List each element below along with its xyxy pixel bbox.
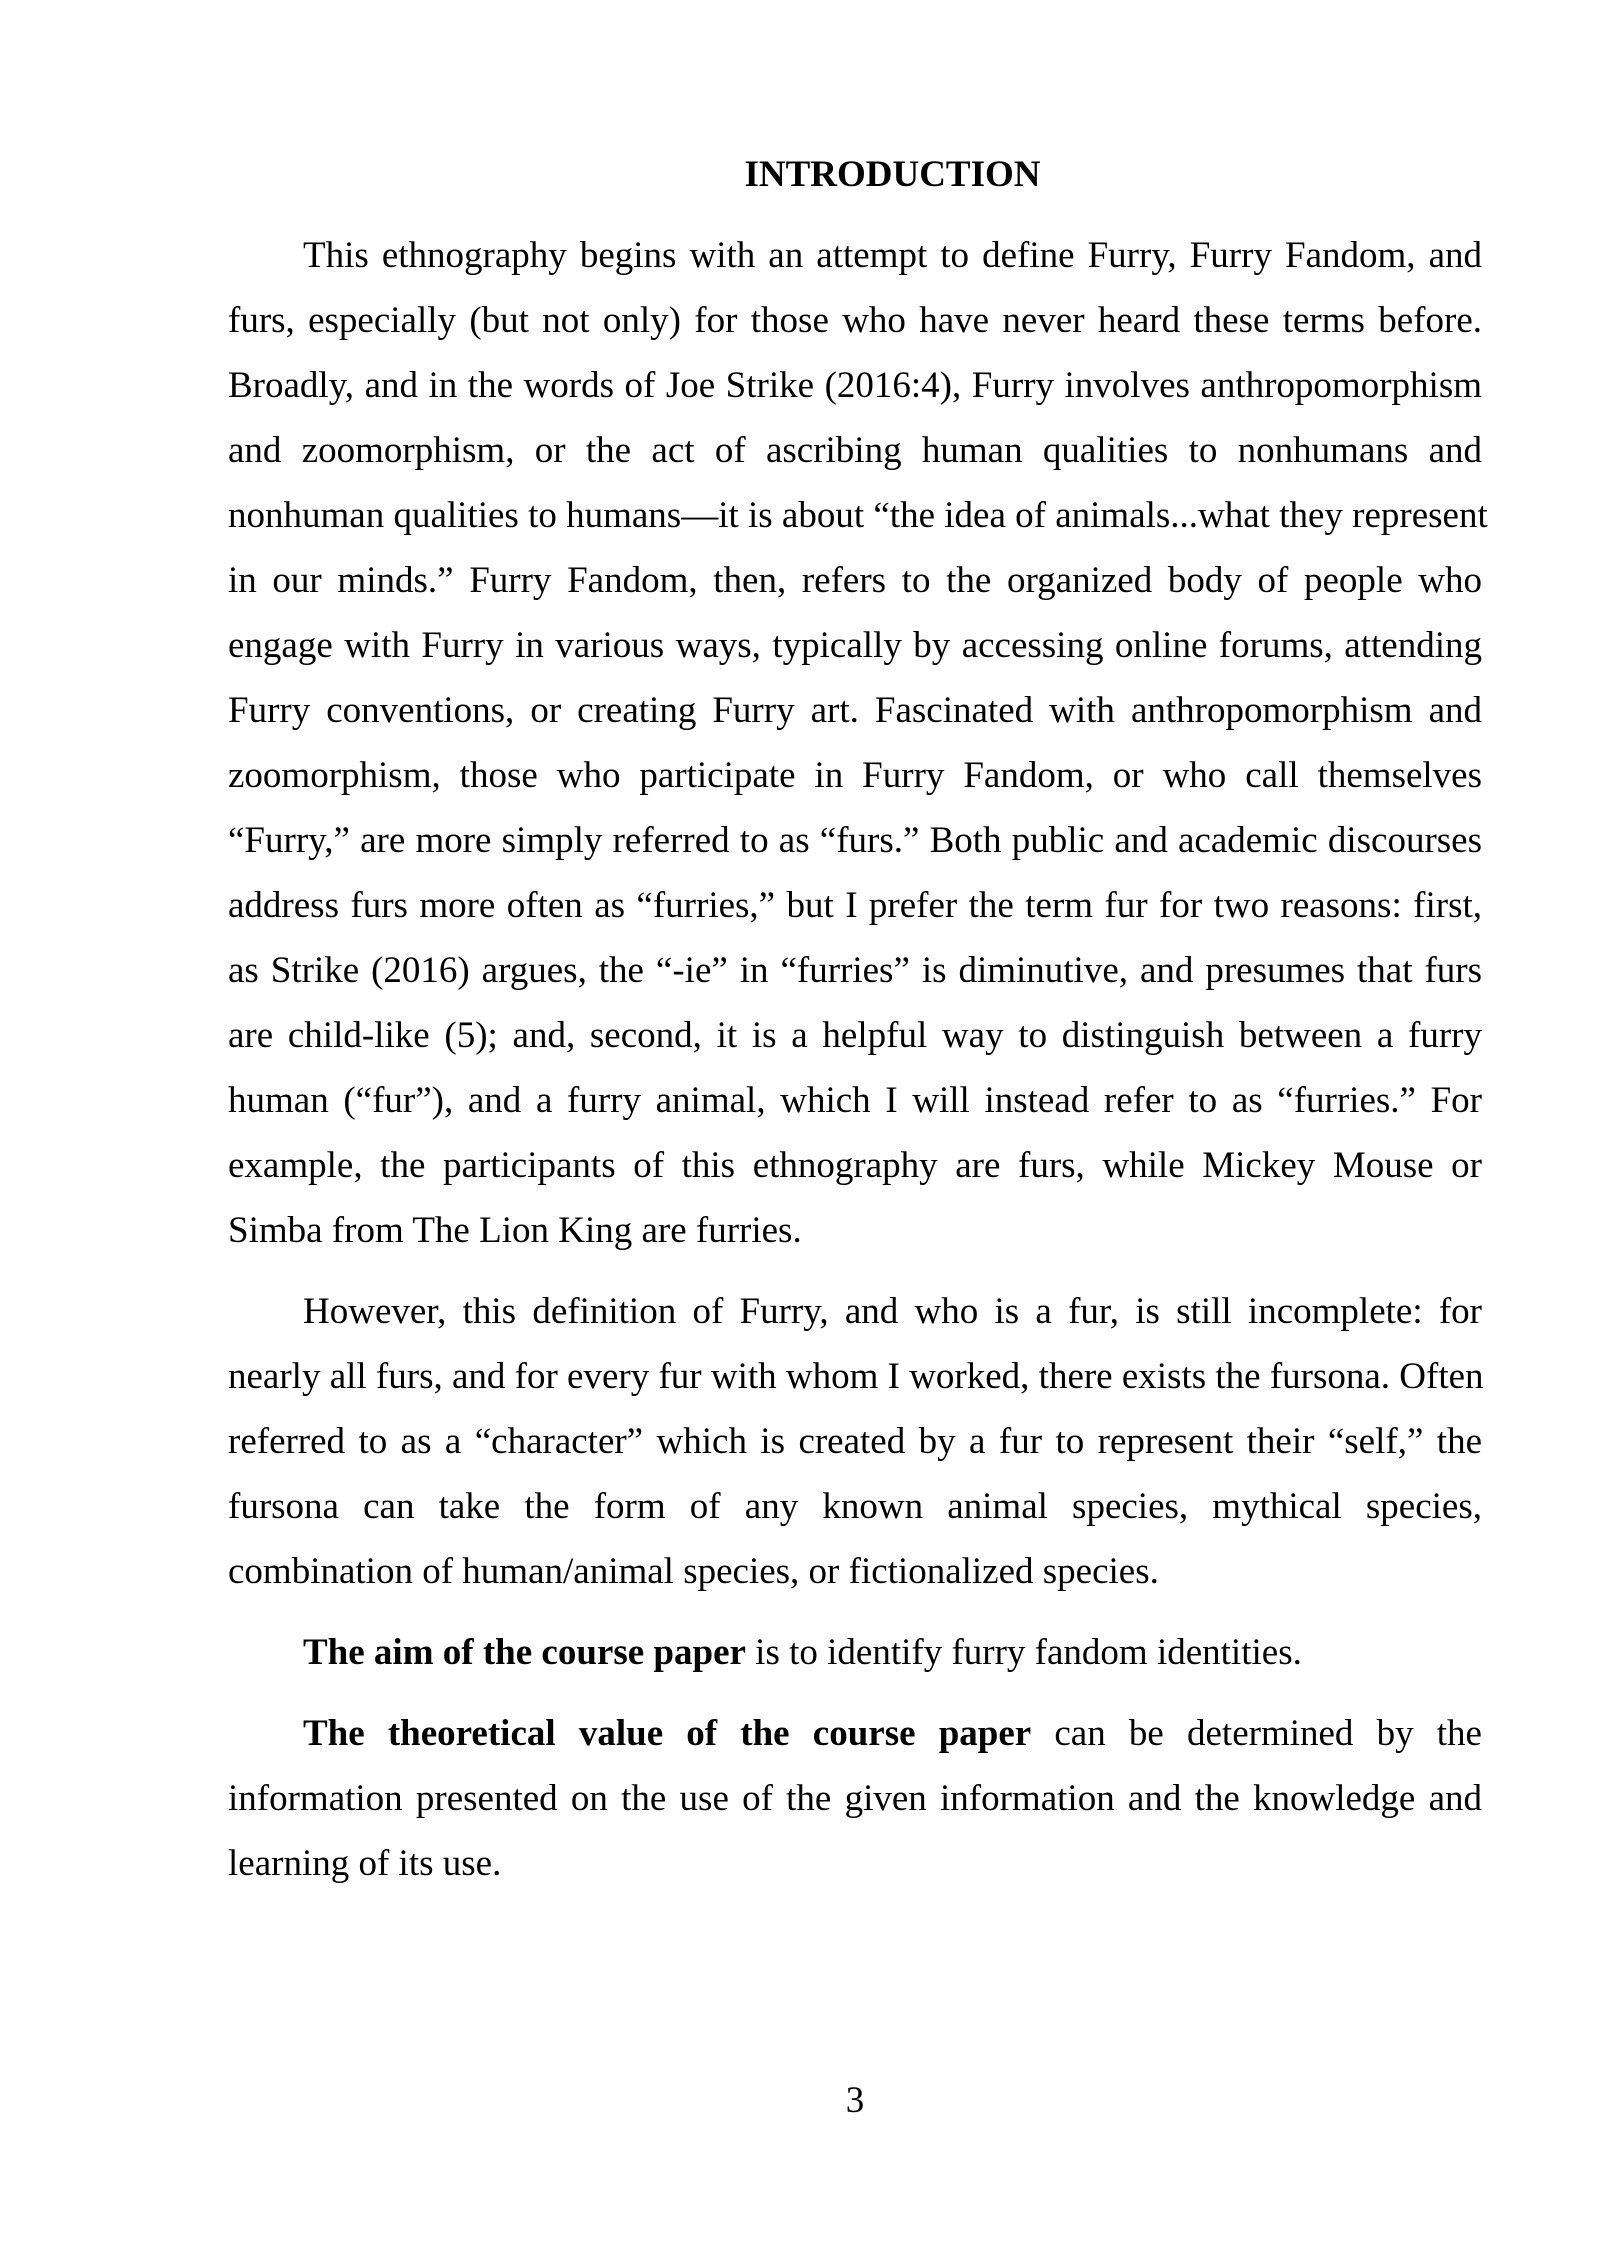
section-heading: INTRODUCTION [744, 154, 1041, 195]
paragraph-line: combination of human/animal species, or fictionalized species. [228, 1551, 1159, 1592]
paragraph-line: referred to as a “character” which is created by a fur to represent their “self,” the [228, 1421, 1482, 1462]
paragraph-definitions [228, 223, 1488, 1263]
paragraph-line: Broadly, and in the words of Joe Strike (2016:4), Furry involves anthropomorphism [228, 365, 1482, 406]
paragraph-line: and zoomorphism, or the act of ascribing human qualities to nonhumans and [228, 430, 1482, 471]
paragraph-line: nonhuman qualities to humans—it is about “the idea of animals...what they represent [228, 495, 1488, 536]
paragraph-line: information presented on the use of the given information and the knowledge and [228, 1778, 1482, 1819]
page-content [228, 142, 1488, 1912]
paragraph-line: in our minds.” Furry Fandom, then, refers to the organized body of people who [228, 560, 1482, 601]
paragraph-aim [228, 1620, 1482, 1685]
paragraph-line: “Furry,” are more simply referred to as “furs.” Both public and academic discourses [228, 820, 1482, 861]
paragraph-line: fursona can take the form of any known animal species, mythical species, [228, 1486, 1482, 1527]
aim-text: is to identify furry fandom identities. [745, 1632, 1302, 1673]
paragraph-line: as Strike (2016) argues, the “-ie” in “furries” is diminutive, and presumes that furs [228, 950, 1482, 991]
paragraph-line [228, 1701, 1482, 1766]
paragraph-line: address furs more often as “furries,” but I prefer the term fur for two reasons: first, [228, 885, 1482, 926]
paragraph-line: This ethnography begins with an attempt to define Furry, Furry Fandom, and [303, 235, 1482, 276]
paragraph-line: zoomorphism, those who participate in Furry Fandom, or who call themselves [228, 755, 1482, 796]
paragraph-line: learning of its use. [228, 1843, 502, 1884]
paragraph-line: furs, especially (but not only) for those who have never heard these terms before. [228, 300, 1482, 341]
paragraph-line: Simba from The Lion King are furries. [228, 1210, 802, 1251]
paragraph-line: example, the participants of this ethnography are furs, while Mickey Mouse or [228, 1145, 1482, 1186]
theoretical-value-label: The theoretical value of the course paper [303, 1713, 1032, 1754]
paragraph-theoretical-value [228, 1701, 1482, 1896]
paragraph-line [228, 1620, 1482, 1685]
paragraph-line: human (“fur”), and a furry animal, which I will instead refer to as “furries.” For [228, 1080, 1482, 1121]
paragraph-line: engage with Furry in various ways, typically by accessing online forums, attending [228, 625, 1482, 666]
paragraph-line: nearly all furs, and for every fur with whom I worked, there exists the fursona. Often [228, 1356, 1484, 1397]
paragraph-line: However, this definition of Furry, and who is a fur, is still incomplete: for [303, 1291, 1482, 1332]
paragraph-line: are child-like (5); and, second, it is a helpful way to distinguish between a furry [228, 1015, 1482, 1056]
theoretical-value-text: can be determined by the [1031, 1713, 1482, 1754]
paragraph-line: Furry conventions, or creating Furry art. Fascinated with anthropomorphism and [228, 690, 1482, 731]
page-number: 3 [845, 2080, 865, 2121]
paragraph-fursona [228, 1279, 1482, 1604]
aim-label: The aim of the course paper [303, 1632, 746, 1673]
